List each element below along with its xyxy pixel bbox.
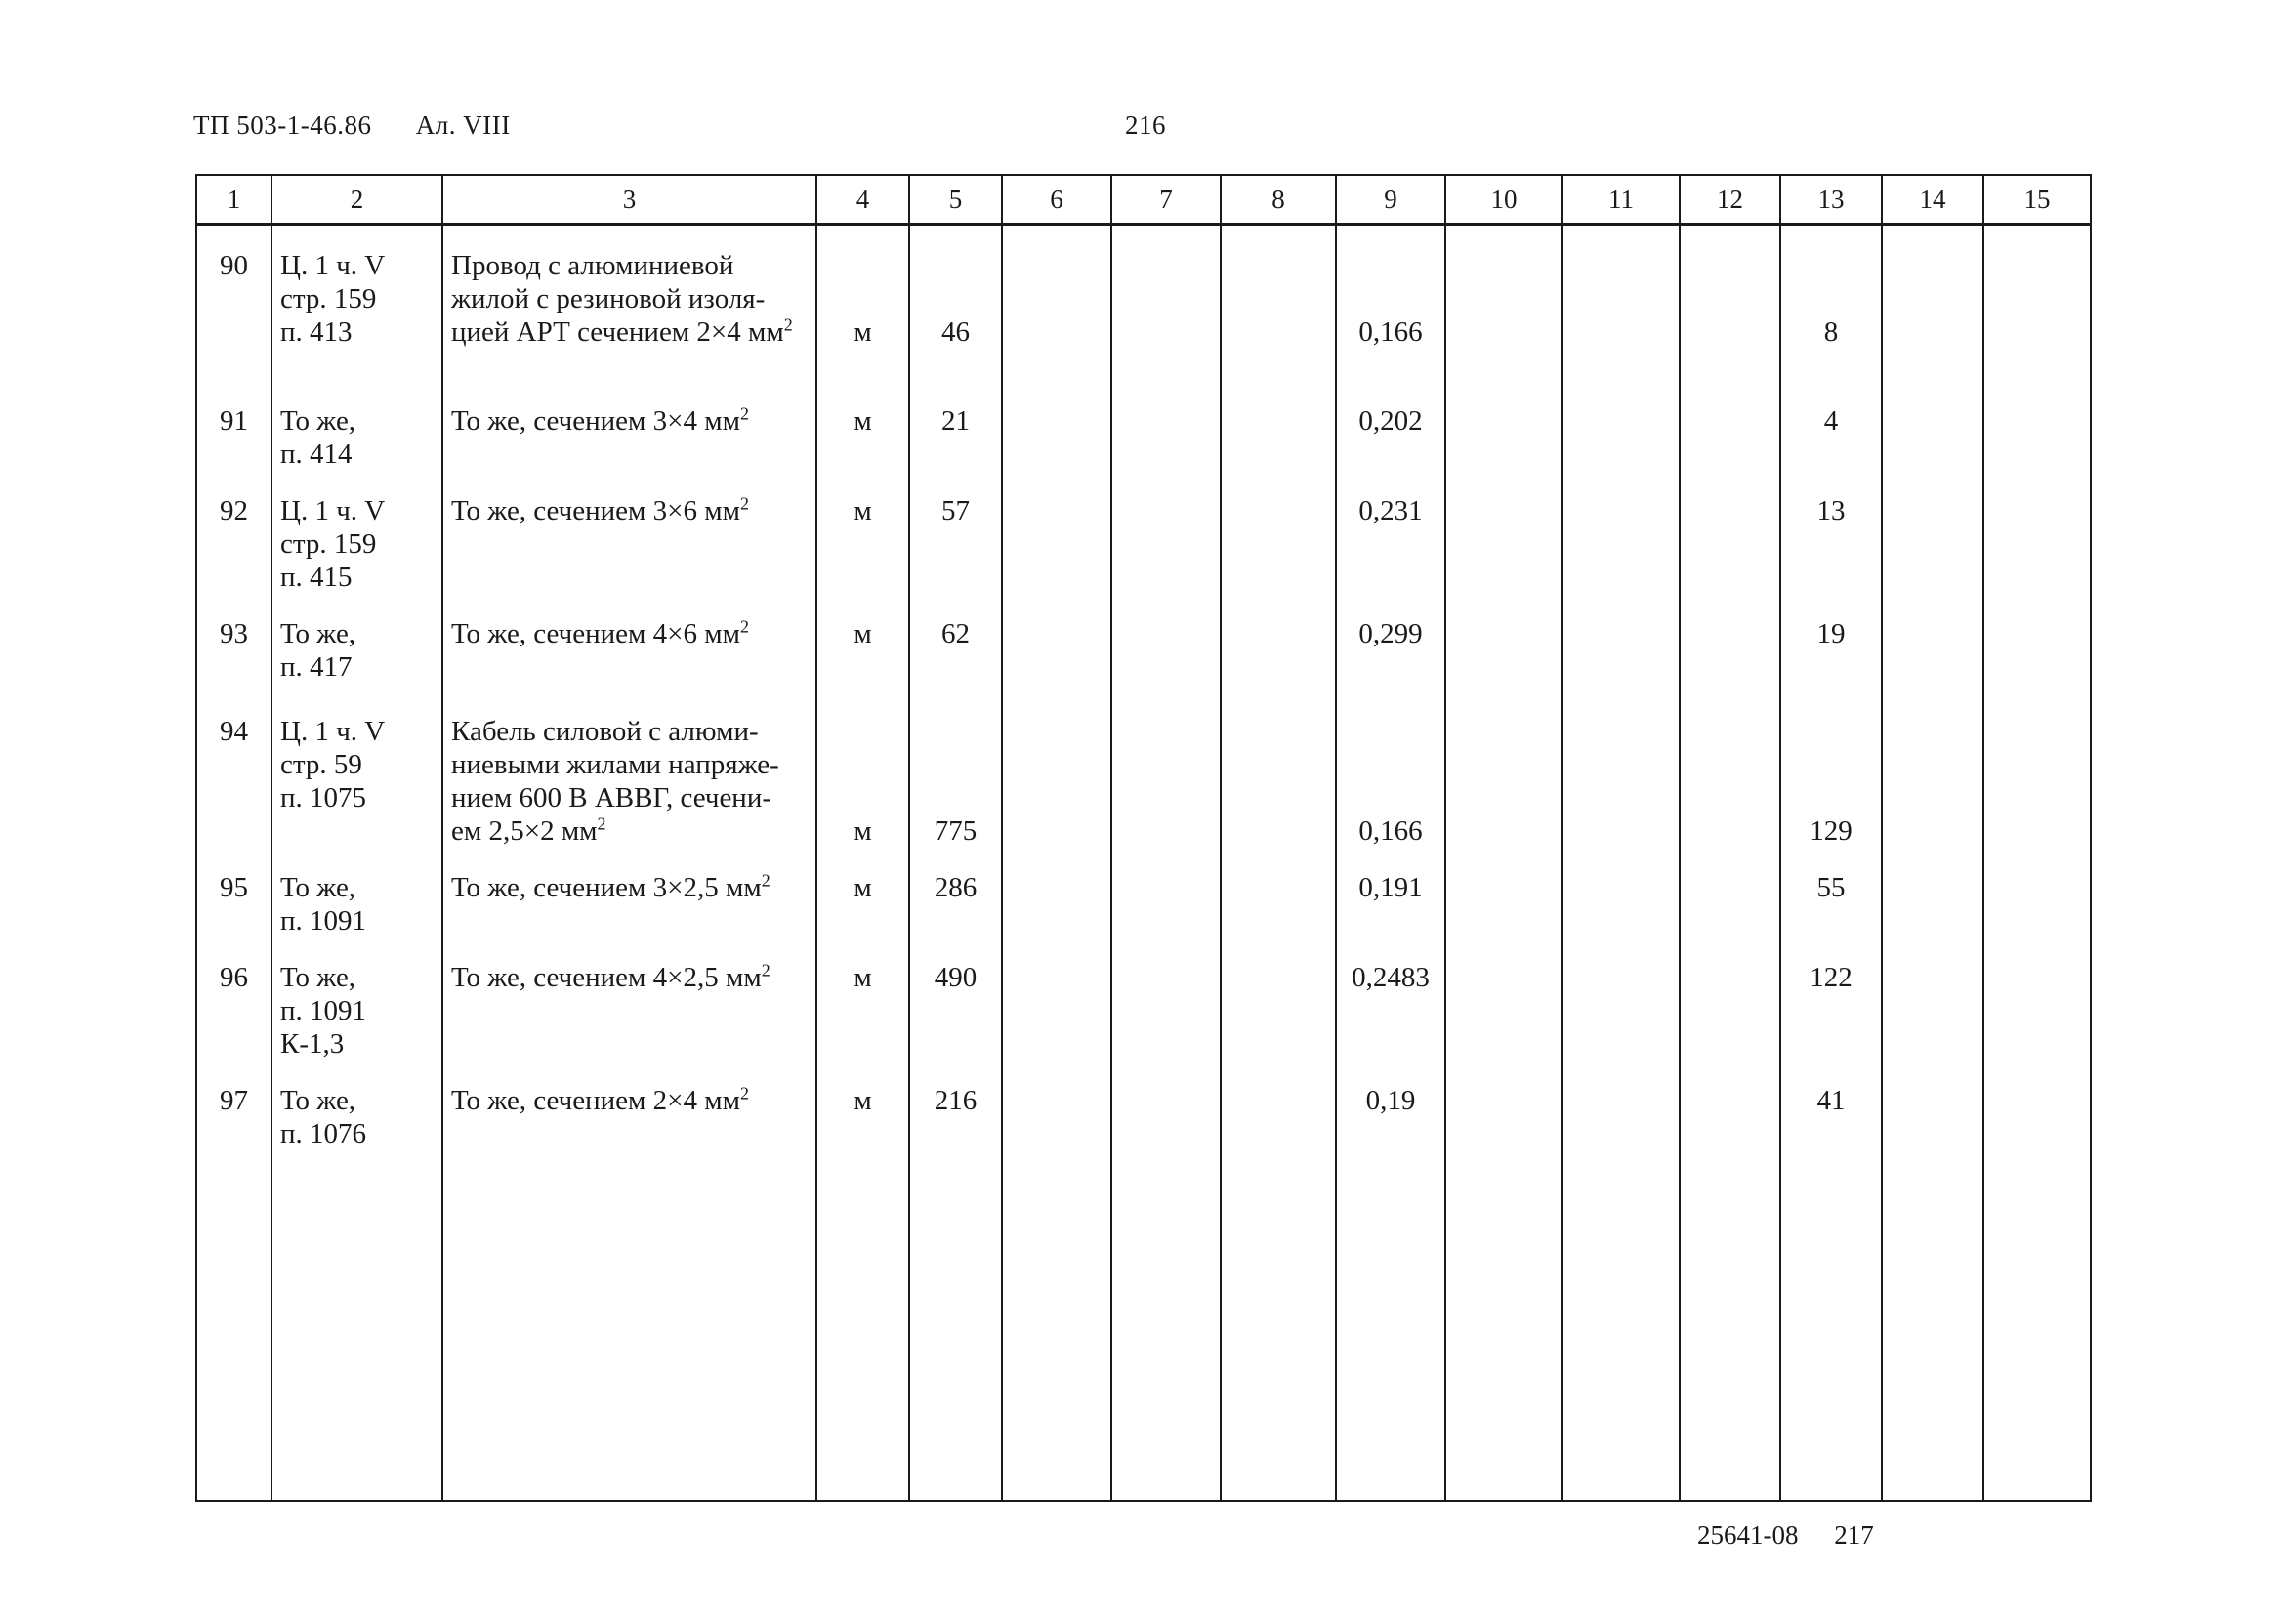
empty-cell bbox=[1221, 225, 1336, 381]
empty-cell bbox=[1562, 1061, 1680, 1158]
col13-value: 55 bbox=[1816, 871, 1846, 903]
empty-cell bbox=[1680, 691, 1780, 848]
col13-value: 13 bbox=[1816, 494, 1846, 526]
empty-cell bbox=[1680, 1061, 1780, 1158]
row-number-cell bbox=[196, 1061, 271, 1158]
empty-cell bbox=[1111, 848, 1221, 937]
row-number: 93 bbox=[220, 617, 248, 649]
unit-superscript: 2 bbox=[761, 959, 770, 979]
empty-cell bbox=[1562, 381, 1680, 471]
quantity: 775 bbox=[934, 814, 978, 847]
source-ref: Ц. 1 ч. V стр. 59 п. 1075 bbox=[280, 715, 386, 813]
unit-superscript: 2 bbox=[739, 1082, 749, 1103]
empty-cell bbox=[1221, 691, 1336, 848]
quantity-cell bbox=[909, 225, 1002, 381]
empty-cell bbox=[1562, 848, 1680, 937]
unit: м bbox=[854, 316, 872, 348]
item-name-cell bbox=[442, 225, 816, 381]
col9-cell bbox=[1336, 937, 1445, 1061]
source-ref: То же, п. 417 bbox=[280, 617, 356, 683]
empty-cell bbox=[1002, 1061, 1111, 1158]
col13-cell bbox=[1780, 848, 1882, 937]
doc-header bbox=[193, 110, 511, 141]
col9-value: 0,19 bbox=[1365, 1084, 1416, 1116]
col9-value: 0,231 bbox=[1358, 494, 1423, 526]
col13-cell bbox=[1780, 471, 1882, 594]
empty-cell bbox=[909, 1158, 1002, 1502]
col9-cell bbox=[1336, 225, 1445, 381]
unit-cell bbox=[816, 471, 909, 594]
row-number-cell bbox=[196, 848, 271, 937]
empty-cell bbox=[1002, 1158, 1111, 1502]
col9-cell bbox=[1336, 471, 1445, 594]
empty-cell bbox=[1445, 1061, 1562, 1158]
empty-cell bbox=[1111, 471, 1221, 594]
col9-cell bbox=[1336, 691, 1445, 848]
col9-cell bbox=[1336, 381, 1445, 471]
empty-cell bbox=[1882, 937, 1983, 1061]
unit: м bbox=[854, 814, 872, 847]
table-filler-row bbox=[196, 1158, 2091, 1502]
empty-cell bbox=[1983, 1061, 2091, 1158]
source-ref: Ц. 1 ч. V стр. 159 п. 413 bbox=[280, 250, 386, 348]
quantity-cell bbox=[909, 594, 1002, 691]
item-name-cell bbox=[442, 594, 816, 691]
empty-cell bbox=[1221, 1158, 1336, 1502]
empty-cell bbox=[1221, 937, 1336, 1061]
empty-cell bbox=[442, 1158, 816, 1502]
empty-cell bbox=[1983, 691, 2091, 848]
unit-superscript: 2 bbox=[739, 492, 749, 513]
empty-cell bbox=[1882, 691, 1983, 848]
row-number: 97 bbox=[220, 1084, 248, 1116]
empty-cell bbox=[1445, 471, 1562, 594]
item-name: Провод с алюминиевой жилой с резиновой изоля- цией АРТ сечением 2×4 мм bbox=[451, 250, 784, 348]
source-ref: То же, п. 1091 bbox=[280, 871, 367, 937]
unit-superscript: 2 bbox=[739, 402, 749, 423]
unit-superscript: 2 bbox=[761, 869, 770, 890]
empty-cell bbox=[1983, 594, 2091, 691]
source-cell bbox=[271, 225, 442, 381]
empty-cell bbox=[1002, 381, 1111, 471]
row-number-cell bbox=[196, 691, 271, 848]
empty-cell bbox=[1111, 937, 1221, 1061]
empty-cell bbox=[1562, 937, 1680, 1061]
table-row bbox=[196, 381, 2091, 471]
empty-cell bbox=[1002, 848, 1111, 937]
unit-superscript: 2 bbox=[739, 615, 749, 636]
col13-value: 19 bbox=[1816, 617, 1846, 649]
empty-cell bbox=[1111, 1061, 1221, 1158]
empty-cell bbox=[1002, 225, 1111, 381]
col13-value: 122 bbox=[1810, 961, 1853, 993]
col9-cell bbox=[1336, 1061, 1445, 1158]
col13-value: 8 bbox=[1823, 316, 1839, 348]
unit: м bbox=[854, 404, 872, 437]
unit-superscript: 2 bbox=[597, 812, 606, 833]
unit-cell bbox=[816, 225, 909, 381]
row-number-cell bbox=[196, 225, 271, 381]
table-row bbox=[196, 937, 2091, 1061]
row-number: 92 bbox=[220, 494, 248, 526]
empty-cell bbox=[1111, 1158, 1221, 1502]
source-cell bbox=[271, 381, 442, 471]
col13-value: 41 bbox=[1816, 1084, 1846, 1116]
empty-cell bbox=[1002, 471, 1111, 594]
col9-value: 0,202 bbox=[1358, 404, 1423, 437]
col13-cell bbox=[1780, 937, 1882, 1061]
col13-cell bbox=[1780, 594, 1882, 691]
empty-cell bbox=[1111, 225, 1221, 381]
footer-code: 25641-08 bbox=[1697, 1520, 1799, 1550]
empty-cell bbox=[1680, 594, 1780, 691]
empty-cell bbox=[1780, 1158, 1882, 1502]
row-number: 90 bbox=[220, 250, 248, 281]
col13-cell bbox=[1780, 1061, 1882, 1158]
empty-cell bbox=[1111, 381, 1221, 471]
item-name: То же, сечением 3×2,5 мм bbox=[451, 871, 762, 903]
quantity-cell bbox=[909, 381, 1002, 471]
col9-cell bbox=[1336, 848, 1445, 937]
col9-value: 0,166 bbox=[1358, 814, 1423, 847]
item-name: То же, сечением 4×2,5 мм bbox=[451, 961, 762, 993]
empty-cell bbox=[1221, 381, 1336, 471]
item-name: То же, сечением 2×4 мм bbox=[451, 1084, 740, 1116]
source-cell bbox=[271, 848, 442, 937]
empty-cell bbox=[1680, 937, 1780, 1061]
table-row bbox=[196, 594, 2091, 691]
quantity: 57 bbox=[941, 494, 970, 526]
item-name: То же, сечением 4×6 мм bbox=[451, 617, 740, 649]
column-header: 5 bbox=[909, 175, 1002, 225]
item-name-cell bbox=[442, 1061, 816, 1158]
quantity: 62 bbox=[941, 617, 970, 649]
quantity: 216 bbox=[934, 1084, 978, 1116]
col13-cell bbox=[1780, 381, 1882, 471]
unit: м bbox=[854, 1084, 872, 1116]
source-cell bbox=[271, 471, 442, 594]
column-header: 3 bbox=[442, 175, 816, 225]
empty-cell bbox=[1562, 691, 1680, 848]
empty-cell bbox=[816, 1158, 909, 1502]
col9-value: 0,191 bbox=[1358, 871, 1423, 903]
column-header: 6 bbox=[1002, 175, 1111, 225]
source-ref: То же, п. 414 bbox=[280, 404, 356, 470]
col13-value: 4 bbox=[1823, 404, 1839, 437]
item-name: То же, сечением 3×6 мм bbox=[451, 494, 740, 526]
empty-cell bbox=[1680, 848, 1780, 937]
source-ref: Ц. 1 ч. V стр. 159 п. 415 bbox=[280, 494, 386, 593]
source-ref: То же, п. 1091 К-1,3 bbox=[280, 961, 367, 1060]
empty-cell bbox=[1445, 1158, 1562, 1502]
empty-cell bbox=[1336, 1158, 1445, 1502]
column-header: 13 bbox=[1780, 175, 1882, 225]
empty-cell bbox=[1983, 1158, 2091, 1502]
source-ref: То же, п. 1076 bbox=[280, 1084, 367, 1149]
column-header: 11 bbox=[1562, 175, 1680, 225]
table-row bbox=[196, 1061, 2091, 1158]
unit-cell bbox=[816, 848, 909, 937]
table-row bbox=[196, 848, 2091, 937]
table-row bbox=[196, 225, 2091, 381]
empty-cell bbox=[1002, 594, 1111, 691]
col9-value: 0,166 bbox=[1358, 316, 1423, 348]
source-cell bbox=[271, 691, 442, 848]
empty-cell bbox=[1983, 937, 2091, 1061]
empty-cell bbox=[1882, 1158, 1983, 1502]
empty-cell bbox=[271, 1158, 442, 1502]
source-cell bbox=[271, 1061, 442, 1158]
item-name-cell bbox=[442, 848, 816, 937]
column-header: 8 bbox=[1221, 175, 1336, 225]
empty-cell bbox=[1882, 225, 1983, 381]
unit: м bbox=[854, 494, 872, 526]
item-name: Кабель силовой с алюми- ниевыми жилами напряже- нием 600 В АВВГ, сечени- ем 2,5×2 мм bbox=[451, 715, 779, 847]
row-number-cell bbox=[196, 381, 271, 471]
table-row bbox=[196, 691, 2091, 848]
column-header: 12 bbox=[1680, 175, 1780, 225]
empty-cell bbox=[1221, 594, 1336, 691]
column-header: 1 bbox=[196, 175, 271, 225]
empty-cell bbox=[1983, 471, 2091, 594]
col13-cell bbox=[1780, 691, 1882, 848]
empty-cell bbox=[1562, 471, 1680, 594]
footer-page: 217 bbox=[1834, 1520, 1874, 1550]
empty-cell bbox=[1680, 381, 1780, 471]
empty-cell bbox=[1680, 471, 1780, 594]
row-number: 95 bbox=[220, 871, 248, 903]
empty-cell bbox=[1882, 471, 1983, 594]
unit-cell bbox=[816, 691, 909, 848]
empty-cell bbox=[1562, 594, 1680, 691]
row-number: 94 bbox=[220, 715, 248, 747]
source-cell bbox=[271, 594, 442, 691]
row-number-cell bbox=[196, 471, 271, 594]
unit-cell bbox=[816, 381, 909, 471]
column-header: 14 bbox=[1882, 175, 1983, 225]
quantity-cell bbox=[909, 471, 1002, 594]
row-number-cell bbox=[196, 937, 271, 1061]
item-name-cell bbox=[442, 691, 816, 848]
col9-cell bbox=[1336, 594, 1445, 691]
doc-code: ТП 503-1-46.86 bbox=[193, 110, 372, 140]
column-header: 2 bbox=[271, 175, 442, 225]
table-row bbox=[196, 471, 2091, 594]
source-cell bbox=[271, 937, 442, 1061]
unit: м bbox=[854, 871, 872, 903]
empty-cell bbox=[1882, 594, 1983, 691]
empty-cell bbox=[1002, 691, 1111, 848]
quantity-cell bbox=[909, 848, 1002, 937]
empty-cell bbox=[1002, 937, 1111, 1061]
page-footer bbox=[1697, 1520, 1874, 1551]
empty-cell bbox=[1562, 225, 1680, 381]
col9-value: 0,2483 bbox=[1352, 961, 1430, 993]
col13-cell bbox=[1780, 225, 1882, 381]
empty-cell bbox=[1983, 381, 2091, 471]
col9-value: 0,299 bbox=[1358, 617, 1423, 649]
column-header: 15 bbox=[1983, 175, 2091, 225]
row-number: 96 bbox=[220, 961, 248, 993]
unit: м bbox=[854, 617, 872, 649]
empty-cell bbox=[1221, 1061, 1336, 1158]
quantity: 46 bbox=[941, 316, 970, 348]
empty-cell bbox=[1983, 225, 2091, 381]
quantity-cell bbox=[909, 937, 1002, 1061]
unit: м bbox=[854, 961, 872, 993]
empty-cell bbox=[1680, 1158, 1780, 1502]
empty-cell bbox=[1882, 1061, 1983, 1158]
empty-cell bbox=[1445, 594, 1562, 691]
quantity: 490 bbox=[934, 961, 978, 993]
column-header: 7 bbox=[1111, 175, 1221, 225]
empty-cell bbox=[1562, 1158, 1680, 1502]
row-number-cell bbox=[196, 594, 271, 691]
empty-cell bbox=[1983, 848, 2091, 937]
estimate-table bbox=[195, 174, 2092, 1502]
quantity-cell bbox=[909, 1061, 1002, 1158]
empty-cell bbox=[1882, 848, 1983, 937]
column-header: 9 bbox=[1336, 175, 1445, 225]
quantity-cell bbox=[909, 691, 1002, 848]
page-number: 216 bbox=[1125, 110, 1166, 140]
empty-cell bbox=[1445, 691, 1562, 848]
empty-cell bbox=[1882, 381, 1983, 471]
item-name-cell bbox=[442, 471, 816, 594]
album-label: Ал. VIII bbox=[415, 110, 511, 140]
empty-cell bbox=[1445, 848, 1562, 937]
column-number-row bbox=[196, 175, 2091, 225]
unit-cell bbox=[816, 594, 909, 691]
unit-superscript: 2 bbox=[783, 314, 793, 335]
unit-cell bbox=[816, 1061, 909, 1158]
quantity: 286 bbox=[934, 871, 978, 903]
item-name-cell bbox=[442, 937, 816, 1061]
empty-cell bbox=[196, 1158, 271, 1502]
row-number: 91 bbox=[220, 404, 248, 437]
empty-cell bbox=[1445, 381, 1562, 471]
empty-cell bbox=[1221, 471, 1336, 594]
quantity: 21 bbox=[941, 404, 970, 437]
empty-cell bbox=[1445, 225, 1562, 381]
empty-cell bbox=[1680, 225, 1780, 381]
column-header: 4 bbox=[816, 175, 909, 225]
empty-cell bbox=[1111, 594, 1221, 691]
item-name: То же, сечением 3×4 мм bbox=[451, 404, 740, 437]
unit-cell bbox=[816, 937, 909, 1061]
column-header: 10 bbox=[1445, 175, 1562, 225]
item-name-cell bbox=[442, 381, 816, 471]
col13-value: 129 bbox=[1810, 814, 1853, 847]
empty-cell bbox=[1221, 848, 1336, 937]
empty-cell bbox=[1111, 691, 1221, 848]
empty-cell bbox=[1445, 937, 1562, 1061]
